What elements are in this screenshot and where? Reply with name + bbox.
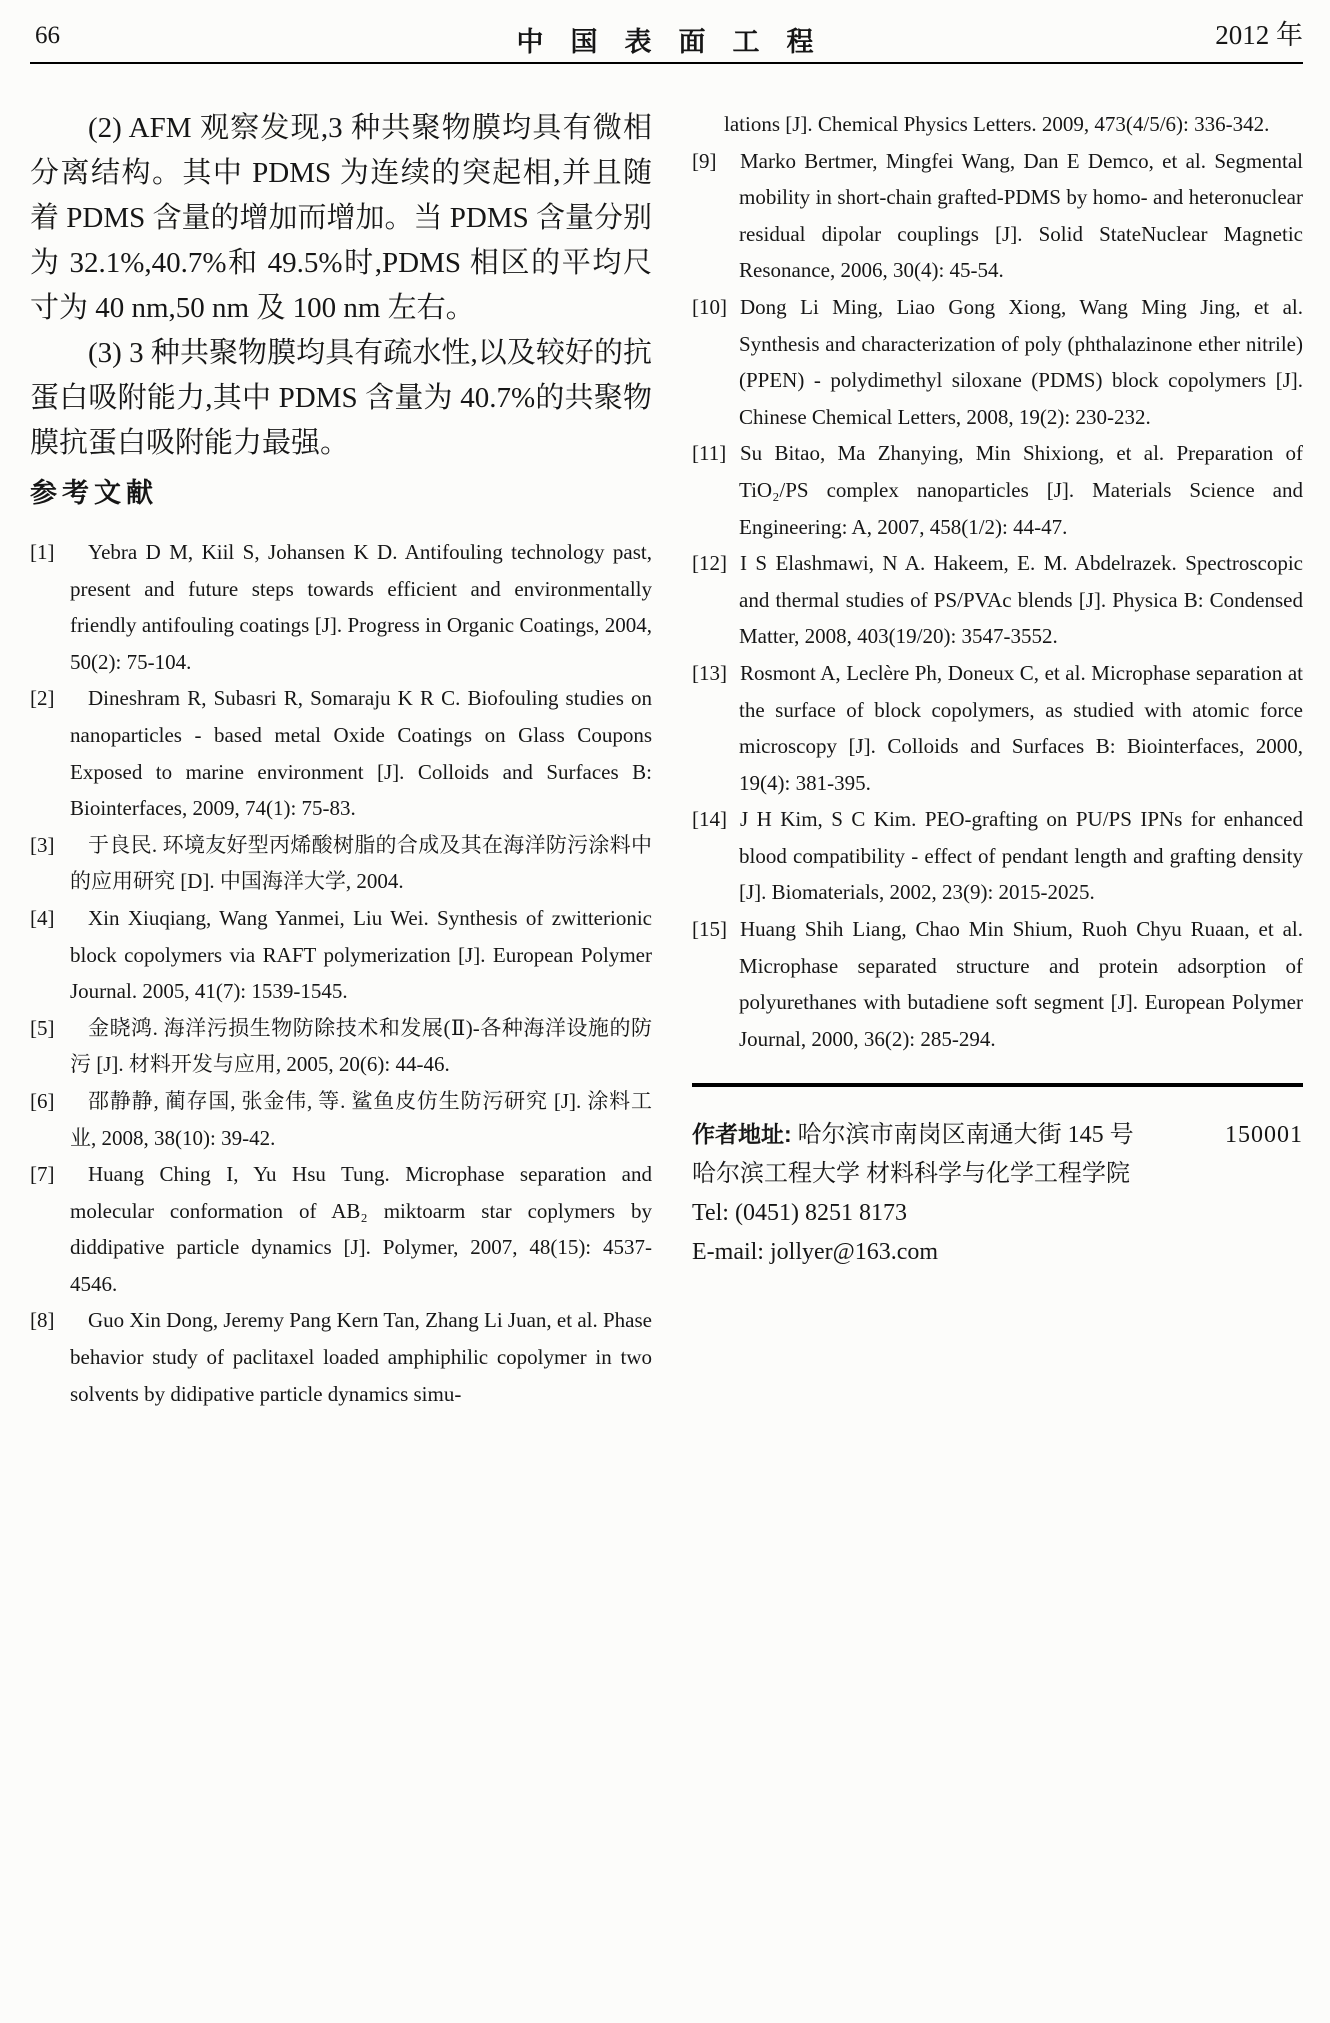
conclusion-para-2: (2) AFM 观察发现,3 种共聚物膜均具有微相分离结构。其中 PDMS 为连续的突起相,并且随着 PDMS 含量的增加而增加。当 PDMS 含量分别为 32.1%,40.7%和 49.5%时,PDMS 相区的平均尺寸为 40 nm,50 nm 及 100 nm 左右。 [30,112,652,324]
reference-item [30,534,652,680]
reference-item [692,545,1303,655]
reference-number: [6] [30,1088,55,1113]
reference-text: 邵静静, 蔺存国, 张金伟, 等. 鲨鱼皮仿生防污研究 [J]. 涂料工业, 2008, 38(10): 39-42. [70,1088,652,1150]
reference-item [30,680,652,826]
reference-item [30,1156,652,1302]
reference-text: J H Kim, S C Kim. PEO-grafting on PU/PS IPNs for enhanced blood compatibility - effect of pendant length and grafting density [J]. Biomaterials, 2002, 23(9): 2015-2025. [739,807,1303,905]
reference-item [30,827,652,900]
reference-text: 于良民. 环境友好型丙烯酸树脂的合成及其在海洋防污涂料中的应用研究 [D]. 中国海洋大学, 2004. [70,832,652,894]
right-column [692,106,1303,1272]
reference-text: Huang Ching I, Yu Hsu Tung. Microphase separation and molecular conformation of AB₂ miktoarm star coplymers by diddipative particle dynamics [J]. Polymer, 2007, 48(15): 4537-4546. [70,1162,652,1296]
year-label: 2012 年 [1215,20,1303,50]
references-heading: 参考文献 [30,478,158,508]
address-line [692,1115,1303,1155]
reference-number: [7] [30,1162,55,1187]
reference-number: [14] [692,807,727,832]
reference-text: Guo Xin Dong, Jeremy Pang Kern Tan, Zhang Li Juan, et al. Phase behavior study of paclitaxel loaded amphiphilic copolymer in two solvents by didipative particle dynamics simu- [70,1308,652,1406]
conclusions [30,106,652,466]
reference-text: Dineshram R, Subasri R, Somaraju K R C. Biofouling studies on nanoparticles - based metal Oxide Coatings on Glass Coupons Exposed to marine environment [J]. Colloids and Surfaces B: Biointerfaces, 2009, 74(1): 75-83. [70,686,652,821]
page-number: 66 [35,22,60,49]
reference-text: Huang Shih Liang, Chao Min Shium, Ruoh Chyu Ruaan, et al. Microphase separated structure and protein adsorption of polyurethanes with butadiene soft segment [J]. European Polymer Journal, 2000, 36(2): 285-294. [739,917,1303,1051]
header-rule [30,62,1303,64]
reference-item [30,1010,652,1083]
reference-item [30,900,652,1010]
reference-item [30,1302,652,1412]
postal-code: 150001 [1225,1122,1303,1149]
reference-number: [2] [30,686,55,711]
conclusion-para-3: (3) 3 种共聚物膜均具有疏水性,以及较好的抗蛋白吸附能力,其中 PDMS 含量为 40.7%的共聚物膜抗蛋白吸附能力最强。 [30,337,652,459]
reference-number: [3] [30,832,55,857]
reference-number: [12] [692,551,727,576]
reference-item [692,143,1303,289]
reference-item [692,801,1303,911]
left-column [30,106,652,1412]
affiliation: 哈尔滨工程大学 材料科学与化学工程学院 [692,1161,1130,1188]
reference-text: Dong Li Ming, Liao Gong Xiong, Wang Ming Jing, et al. Synthesis and characterization of poly (phthalazinone ether nitrile) (PPEN) - polydimethyl siloxane (PDMS) block copolymers [J]. Chinese Chemical Letters, 2008, 19(2): 230-232. [739,294,1303,429]
footer-rule [692,1083,1303,1087]
reference-item [692,655,1303,801]
address-label: 作者地址: [692,1121,792,1148]
reference-text: Su Bitao, Ma Zhanying, Min Shixiong, et al. Preparation of TiO₂/PS complex nanoparticles [J]. Materials Science and Engineering: A, 2007, 458(1/2): 44-47. [739,441,1303,539]
address-value: 哈尔滨市南岗区南通大街 145 号 [797,1122,1134,1149]
reference-text: Rosmont A, Leclère Ph, Doneux C, et al. Microphase separation at the surface of block copolymers, as studied with atomic force microscopy [J]. Colloids and Surfaces B: Biointerfaces, 2000, 19(4): 381-395. [739,660,1303,795]
author-address-block [692,1115,1303,1272]
reference-number: [9] [692,148,717,173]
reference-text: 金晓鸿. 海洋污损生物防除技术和发展(Ⅱ)-各种海洋设施的防污 [J]. 材料开发与应用, 2005, 20(6): 44-46. [70,1015,652,1077]
email: E-mail: jollyer@163.com [692,1239,939,1266]
reference-item [692,435,1303,545]
reference-number: [1] [30,540,55,564]
reference-text: I S Elashmawi, N A. Hakeem, E. M. Abdelrazek. Spectroscopic and thermal studies of PS/PVAc blends [J]. Physica B: Condensed Matter, 2008, 403(19/20): 3547-3552. [739,551,1303,649]
reference-number: [11] [692,441,727,466]
reference-number: [10] [692,294,727,319]
header [0,20,1330,59]
journal-title: 中国表面工程 [516,27,841,57]
reference-number: [15] [692,917,727,942]
reference-number: [5] [30,1015,55,1040]
reference-number: [4] [30,905,55,930]
reference-text: Marko Bertmer, Mingfei Wang, Dan E Demco, et al. Segmental mobility in short-chain grafted-PDMS by homo- and heteronuclear residual dipolar couplings [J]. Solid StateNuclear Magnetic Resonance, 2006, 30(4): 45-54. [739,148,1303,283]
reference-item [30,1083,652,1156]
tel: Tel: (0451) 8251 8173 [692,1200,907,1227]
reference-number: [8] [30,1308,55,1333]
reference-text: Yebra D M, Kiil S, Johansen K D. Antifouling technology past, present and future steps towards efficient and environmentally friendly antifouling coatings [J]. Progress in Organic Coatings, 2004, 50(2): 75-104. [70,540,652,674]
reference-text: Xin Xiuqiang, Wang Yanmei, Liu Wei. Synthesis of zwitterionic block copolymers via RAFT polymerization [J]. European Polymer Journal. 2005, 41(7): 1539-1545. [70,905,652,1004]
reference-number: [13] [692,660,727,685]
reference-item [692,289,1303,435]
reference-continuation: lations [J]. Chemical Physics Letters. 2009, 473(4/5/6): 336-342. [724,112,1270,136]
address-text [692,1115,1134,1155]
reference-item [692,911,1303,1057]
